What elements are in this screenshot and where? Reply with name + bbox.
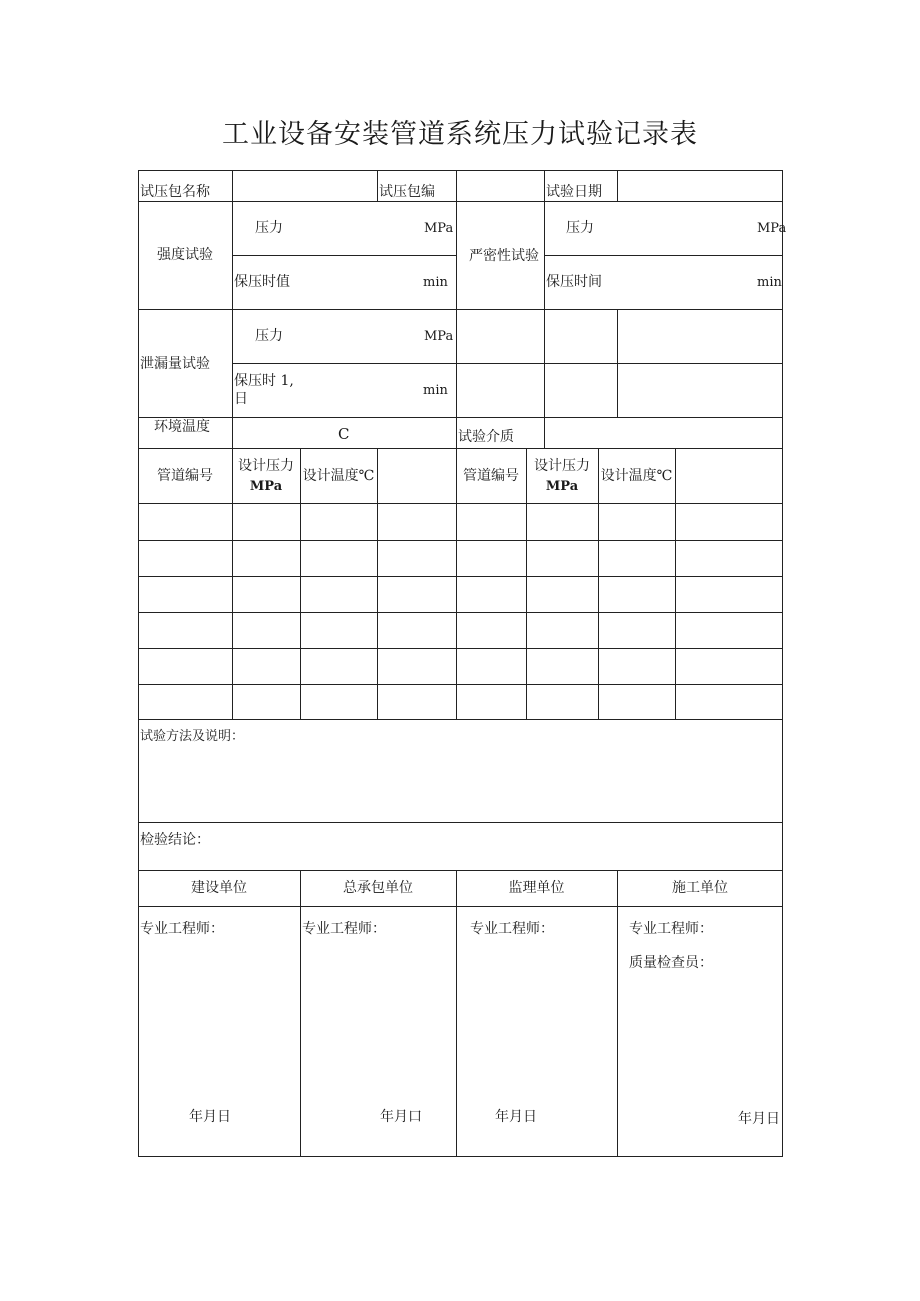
col-design-pressure-unit: MPa: [249, 479, 283, 494]
package-name-label: 试压包名称: [140, 184, 210, 200]
col-pipe-no-2: 管道编号: [463, 468, 519, 484]
tightness-hold-unit: min: [757, 275, 782, 290]
constructor-date: 年月日: [738, 1111, 780, 1127]
constructor-inspector-label: 质量检查员：: [629, 955, 713, 971]
conclusion-field[interactable]: [218, 825, 778, 867]
supervisor-engineer-label: 专业工程师：: [470, 921, 554, 937]
strength-pressure-field[interactable]: [288, 210, 418, 240]
table-row[interactable]: [139, 504, 782, 540]
test-medium-label: 试验介质: [458, 429, 514, 445]
table-row[interactable]: [139, 685, 782, 719]
table-row[interactable]: [139, 577, 782, 612]
tightness-hold-field[interactable]: [620, 264, 750, 294]
test-medium-field[interactable]: [546, 419, 781, 447]
constructor-engineer-label: 专业工程师：: [629, 921, 713, 937]
owner-engineer-label: 专业工程师：: [140, 921, 224, 937]
col-design-pressure-2: 设计压力: [534, 458, 590, 474]
table-row[interactable]: [139, 613, 782, 648]
table-row[interactable]: [139, 649, 782, 684]
leakage-pressure-field[interactable]: [288, 318, 418, 348]
leakage-hold-unit: min: [423, 383, 448, 398]
test-record-form: [138, 170, 787, 1157]
contractor-signature-area[interactable]: [304, 940, 452, 1090]
contractor-date: 年月口: [380, 1109, 422, 1125]
package-name-field[interactable]: [233, 171, 376, 201]
leakage-test-label: 泄漏量试验: [140, 356, 210, 372]
env-temp-unit: C: [338, 425, 350, 443]
package-no-field[interactable]: [457, 171, 543, 201]
col-design-temp-2: 设计温度℃: [600, 468, 673, 484]
env-temp-label: 环境温度: [154, 419, 210, 435]
tightness-pressure-unit: MPa: [757, 221, 787, 236]
constructor-signature-area[interactable]: [621, 975, 778, 1090]
test-method-field[interactable]: [139, 748, 782, 820]
table-row[interactable]: [139, 541, 782, 576]
unit-general-contractor: 总承包单位: [343, 880, 413, 896]
col-design-pressure: 设计压力: [238, 458, 294, 474]
owner-signature-area[interactable]: [142, 940, 296, 1090]
unit-constructor: 施工单位: [672, 880, 728, 896]
strength-hold-field[interactable]: [298, 264, 418, 294]
unit-owner: 建设单位: [191, 880, 247, 896]
page-title: 工业设备安装管道系统压力试验记录表: [222, 119, 698, 150]
package-no-label: 试压包编: [379, 184, 435, 200]
leakage-pressure-label: 压力: [255, 328, 283, 344]
tightness-test-label: 严密性试验: [469, 248, 539, 264]
col-pipe-no: 管道编号: [157, 468, 213, 484]
leakage-pressure-unit: MPa: [424, 329, 454, 344]
leakage-hold-label-line2: 日: [234, 391, 248, 407]
test-method-label: 试验方法及说明：: [140, 729, 245, 744]
col-design-pressure-unit-2: MPa: [545, 479, 579, 494]
test-date-field[interactable]: [618, 171, 781, 201]
test-date-label: 试验日期: [546, 184, 602, 200]
tightness-pressure-label: 压力: [566, 220, 594, 236]
strength-test-label: 强度试验: [157, 247, 213, 263]
supervisor-signature-area[interactable]: [460, 940, 613, 1090]
tightness-hold-label: 保压时间: [546, 274, 602, 290]
conclusion-label: 检验结论：: [140, 832, 210, 848]
strength-pressure-label: 压力: [255, 220, 283, 236]
leakage-hold-field[interactable]: [298, 372, 418, 402]
env-temp-field[interactable]: [234, 419, 334, 447]
col-design-temp: 设计温度℃: [302, 468, 375, 484]
unit-supervisor: 监理单位: [508, 880, 565, 896]
contractor-engineer-label: 专业工程师：: [302, 921, 386, 937]
supervisor-date: 年月日: [495, 1109, 537, 1125]
tightness-pressure-field[interactable]: [620, 210, 750, 240]
owner-date: 年月日: [189, 1109, 231, 1125]
strength-hold-label: 保压时值: [234, 274, 290, 290]
strength-hold-unit: min: [423, 275, 448, 290]
strength-pressure-unit: MPa: [424, 221, 454, 236]
leakage-hold-label-line1: 保压时 1,: [234, 373, 294, 389]
